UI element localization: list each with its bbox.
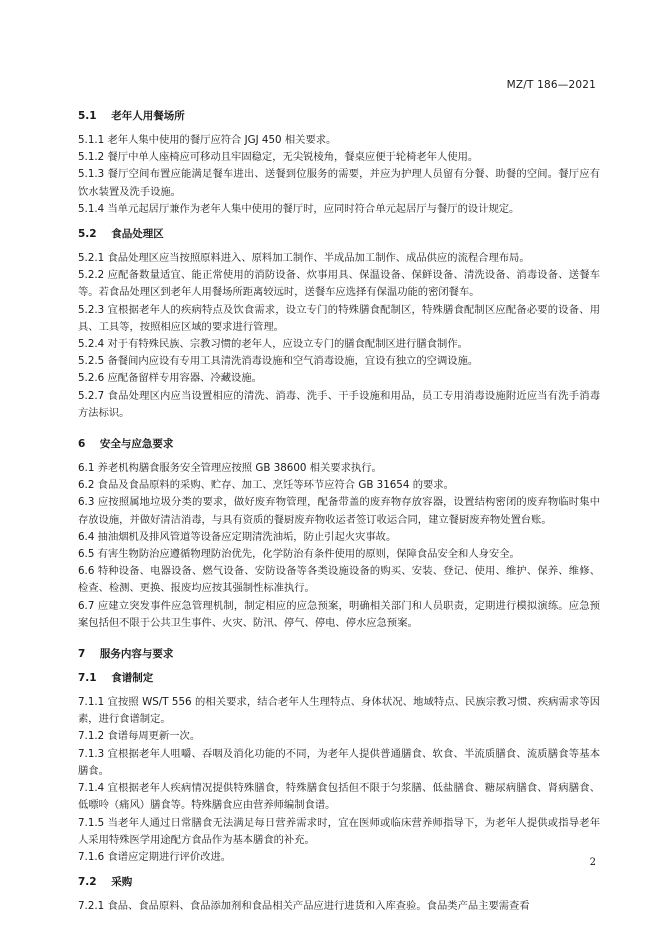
clause-paragraph: 6.5 有害生物防治应遵循物理防治优先，化学防治有条件使用的原则，保障食品安全和人身安全。 bbox=[78, 548, 520, 561]
clause-paragraph: 6.7 应建立突发事件应急管理机制，制定相应的应急预案，明确相关部门和人员职责，定期进行模拟演练。应急预案包括但不限于公共卫生事件、火灾、防汛、停气、停电、停水应急预案。 bbox=[78, 599, 600, 629]
section-heading-s71: 7.1 食谱制定 bbox=[78, 672, 154, 685]
clause-paragraph: 5.1.1 老年人集中使用的餐厅应符合 JGJ 450 相关要求。 bbox=[78, 134, 337, 146]
section-heading-s72: 7.2 采购 bbox=[78, 876, 133, 889]
clause-paragraph: 6.2 食品及食品原料的采购、贮存、加工、烹饪等环节应符合 GB 31654 的要求。 bbox=[78, 479, 454, 492]
section-heading-s52: 5.2 食品处理区 bbox=[78, 228, 164, 241]
clause-paragraph: 5.2.4 对于有特殊民族、宗教习惯的老年人，应设立专门的膳食配制区进行膳食制作。 bbox=[78, 338, 468, 351]
clause-paragraph: 6.3 应按照属地垃圾分类的要求，做好废弃物管理，配备带盖的废弃物存放容器，设置结构密闭的废弃物临时集中存放设施，并做好清洁消毒，与具有资质的餐厨废弃物收运者签订收运合同，建立餐厨废弃物处置台账。 bbox=[78, 496, 600, 526]
clause-paragraph: 7.1.5 当老年人通过日常膳食无法满足每日营养需求时，宜在医师或临床营养师指导下，为老年人提供或指导老年人采用特殊医学用途配方食品作为基本膳食的补充。 bbox=[78, 816, 600, 846]
clause-paragraph: 7.2.1 食品、食品原料、食品添加剂和食品相关产品应进行进货和入库查验。食品类产品主要需查看 bbox=[78, 900, 530, 913]
clause-paragraph: 7.1.6 食谱应定期进行评价改进。 bbox=[78, 850, 232, 863]
clause-paragraph: 7.1.4 宜根据老年人疾病情况提供特殊膳食，特殊膳食包括但不限于匀浆膳、低盐膳食、糖尿病膳食、肾病膳食、低嘌呤（痛风）膳食等。特殊膳食应由营养师编制食谱。 bbox=[78, 782, 600, 812]
page-number: 2 bbox=[589, 857, 596, 868]
clause-paragraph: 6.4 抽油烟机及排风管道等设备应定期清洗油垢，防止引起火灾事故。 bbox=[78, 530, 397, 543]
clause-paragraph: 5.1.3 餐厅空间布置应能满足餐车进出、送餐到位服务的需要，并应为护理人员留有分餐、助餐的空间。餐厅应有饮水装置及洗手设施。 bbox=[78, 168, 600, 198]
clause-paragraph: 7.1.3 宜根据老年人咀嚼、吞咽及消化功能的不同，为老年人提供普通膳食、软食、半流质膳食、流质膳食等基本膳食。 bbox=[78, 747, 600, 777]
section-heading-s51: 5.1 老年人用餐场所 bbox=[78, 110, 185, 122]
section-heading-s7: 7 服务内容与要求 bbox=[78, 648, 174, 661]
document-id: MZ/T 186—2021 bbox=[506, 79, 596, 91]
clause-paragraph: 5.1.2 餐厅中单人座椅应可移动且牢固稳定，无尖锐棱角，餐桌应便于轮椅老年人使用。 bbox=[78, 151, 479, 164]
clause-paragraph: 7.1.2 食谱每周更新一次。 bbox=[78, 730, 201, 743]
clause-paragraph: 5.2.6 应配备留样专用容器、冷藏设施。 bbox=[78, 372, 262, 385]
clause-paragraph: 5.2.3 宜根据老年人的疾病特点及饮食需求，设立专门的特殊膳食配制区，特殊膳食配制区应配备必要的设备、用具、工具等，按照相应区域的要求进行管理。 bbox=[78, 303, 600, 333]
clause-paragraph: 7.1.1 宜按照 WS/T 556 的相关要求，结合老年人生理特点、身体状况、地域特点、民族宗教习惯、疾病需求等因素，进行食谱制定。 bbox=[78, 696, 600, 726]
clause-paragraph: 5.2.7 食品处理区内应当设置相应的清洗、消毒、洗手、干手设施和用品，员工专用消毒设施附近应当有洗手消毒方法标识。 bbox=[78, 389, 600, 419]
section-heading-s6: 6 安全与应急要求 bbox=[78, 438, 174, 451]
clause-paragraph: 5.2.2 应配备数量适宜、能正常使用的消防设备、炊事用具、保温设备、保鲜设备、清洗设备、消毒设备、送餐车等。若食品处理区到老年人用餐场所距离较远时，送餐车应选择有保温功能的密闭餐车。 bbox=[78, 269, 600, 299]
document-body bbox=[78, 100, 600, 915]
clause-paragraph: 5.1.4 当单元起居厅兼作为老年人集中使用的餐厅时，应同时符合单元起居厅与餐厅的设计规定。 bbox=[78, 202, 520, 215]
clause-paragraph: 5.2.1 食品处理区应当按照原料进入、原料加工制作、半成品加工制作、成品供应的流程合理布局。 bbox=[78, 252, 530, 265]
clause-paragraph: 6.6 特种设备、电器设备、燃气设备、安防设备等各类设施设备的购买、安装、登记、使用、维护、保养、维修、检查、检测、更换、报废均应按其强制性标准执行。 bbox=[78, 565, 600, 595]
clause-paragraph: 5.2.5 备餐间内应设有专用工具清洗消毒设施和空气消毒设施，宜设有独立的空调设施。 bbox=[78, 355, 479, 368]
clause-paragraph: 6.1 养老机构膳食服务安全管理应按照 GB 38600 相关要求执行。 bbox=[78, 462, 382, 475]
